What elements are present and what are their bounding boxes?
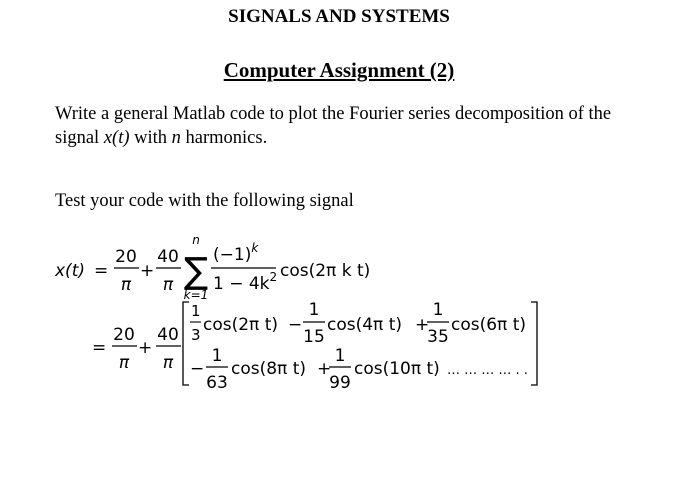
numerator-1: 1 [432,300,444,320]
harmonics-symbol: n [171,128,181,148]
course-header: SIGNALS AND SYSTEMS [228,6,450,27]
minus-sign: − [288,315,303,335]
numerator-1: 1 [334,346,346,366]
minus-sign: − [190,359,205,379]
numerator-20: 20 [113,325,135,345]
lhs-symbol: x(t) [55,261,85,281]
cos-8pi-t: cos(8π t) [231,359,306,379]
denominator-3: 3 [191,326,201,344]
denominator-63: 63 [206,373,228,393]
signal-symbol: x(t) [103,128,130,148]
denominator-pi: π [120,275,132,295]
denominator-15: 15 [303,327,325,347]
sum-denominator: $1 - 4k^2$ [213,270,278,294]
left-bracket [183,302,189,385]
numerator-1: 1 [211,346,223,366]
denominator-35: 35 [427,327,449,347]
description-part-3: harmonics. [180,128,268,148]
numerator-1: 1 [308,300,320,320]
numerator-1: 1 [191,302,201,320]
denominator-pi: π [118,353,130,373]
denominator-pi: π [162,353,174,373]
continuation-dots: … … … … . . [447,363,528,378]
denominator-99: 99 [329,373,351,393]
numerator-20: 20 [115,247,137,267]
denominator-pi: π [162,275,174,295]
sum-numerator: $(-1)^k$ [213,241,259,265]
sum-upper-limit: n [192,233,200,247]
equals-sign: = [94,261,109,281]
cos-2pi-kt: cos(2π k t) [280,261,371,281]
cos-10pi-t: cos(10π t) [354,359,440,379]
assignment-title: Computer Assignment (2) [223,58,455,82]
cos-6pi-t: cos(6π t) [451,315,526,335]
numerator-40: 40 [157,247,179,267]
cos-2pi-t: cos(2π t) [203,315,278,335]
description-part-1: Write a general Matlab code to plot the Fourier series decomposition of the signal [55,104,612,148]
right-bracket [531,302,537,385]
description-part-2: with [129,128,172,148]
numerator-40: 40 [157,325,179,345]
cos-4pi-t: cos(4π t) [327,315,402,335]
plus-sign: + [415,315,430,335]
plus-sign: + [317,359,332,379]
sum-lower-limit: k=1 [183,288,209,302]
test-instruction: Test your code with the following signal [55,191,354,211]
summation-sign: ∑ [183,251,209,292]
plus-sign: + [138,338,153,358]
plus-sign: + [140,261,155,281]
equals-sign: = [92,338,107,358]
